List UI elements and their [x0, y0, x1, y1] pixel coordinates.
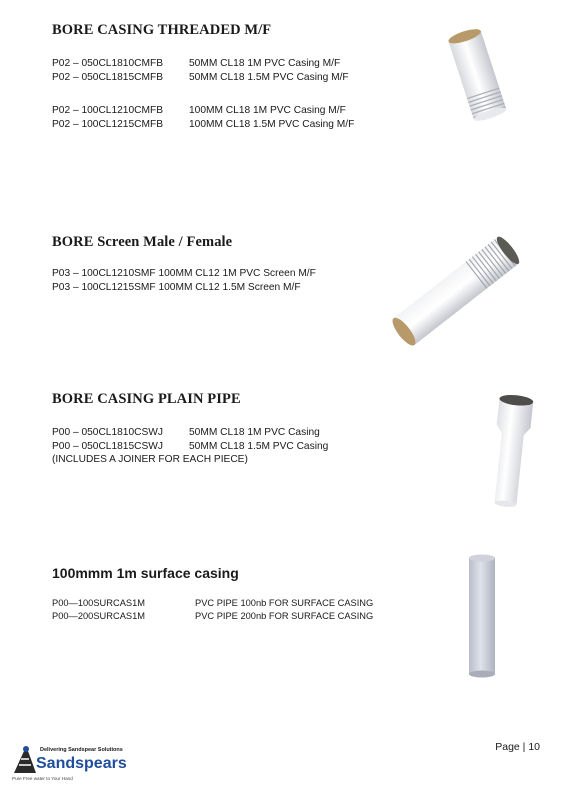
list-item [52, 610, 373, 623]
item-code: P00 – 050CL1815CSWJ [52, 440, 163, 452]
list-item [52, 118, 354, 132]
logo-tagline: Delivering Sandspear Solutions [40, 747, 123, 753]
item-code: P00—100SURCAS1M [52, 598, 146, 608]
section-bore-casing-plain [52, 391, 328, 467]
item-code: P02 – 100CL1210CMFB [52, 105, 163, 116]
section-title: BORE Screen Male / Female [52, 234, 233, 250]
item-desc: PVC PIPE 100nb FOR SURFACE CASING [195, 598, 374, 608]
item-desc: 50MM CL18 1M PVC Casing [189, 427, 320, 438]
item-desc: 100MM CL18 1.5M PVC Casing M/F [189, 118, 355, 130]
section-title: 100mmm 1m surface casing [52, 565, 239, 581]
list-item [52, 440, 328, 454]
item-desc: 50MM CL18 1.5M PVC Casing [189, 440, 329, 452]
page-number: Page | 10 [495, 741, 540, 753]
section-bore-screen [52, 234, 316, 294]
item-code: P00 – 050CL1810CSWJ [52, 427, 163, 438]
list-item [52, 104, 354, 118]
section-bore-casing-threaded [52, 22, 354, 131]
section-title: BORE CASING PLAIN PIPE [52, 391, 241, 407]
logo-name: Sandspears [36, 755, 127, 772]
item-code: P02 – 050CL1815CMFB [52, 71, 163, 83]
logo-subtitle: Pure Free water to Your Hand [12, 776, 73, 781]
item-code: P02 – 100CL1215CMFB [52, 118, 163, 130]
item-desc: 50MM CL18 1M PVC Casing M/F [189, 58, 341, 69]
list-item: P03 – 100CL1215SMF 100MM CL12 1.5M Screen M/F [52, 281, 301, 293]
list-item [52, 597, 373, 610]
item-desc: 50MM CL18 1.5M PVC Casing M/F [189, 71, 349, 83]
item-code: P00—200SURCAS1M [52, 610, 146, 621]
list-item: P03 – 100CL1210SMF 100MM CL12 1M PVC Screen M/F [52, 268, 316, 279]
list-item [52, 426, 328, 440]
list-item [52, 57, 354, 71]
section-surface-casing [52, 565, 373, 622]
list-item [52, 71, 354, 85]
plain-pipe-image [476, 392, 546, 510]
surface-casing-image [462, 552, 502, 680]
threaded-casing-image [438, 24, 528, 124]
section-title: BORE CASING THREADED M/F [52, 22, 272, 38]
item-code: P02 – 050CL1810CMFB [52, 58, 163, 69]
item-desc: PVC PIPE 200nb FOR SURFACE CASING [195, 610, 374, 621]
note: (INCLUDES A JOINER FOR EACH PIECE) [52, 454, 248, 465]
bore-screen-image [386, 226, 526, 356]
item-desc: 100MM CL18 1M PVC Casing M/F [189, 105, 346, 116]
